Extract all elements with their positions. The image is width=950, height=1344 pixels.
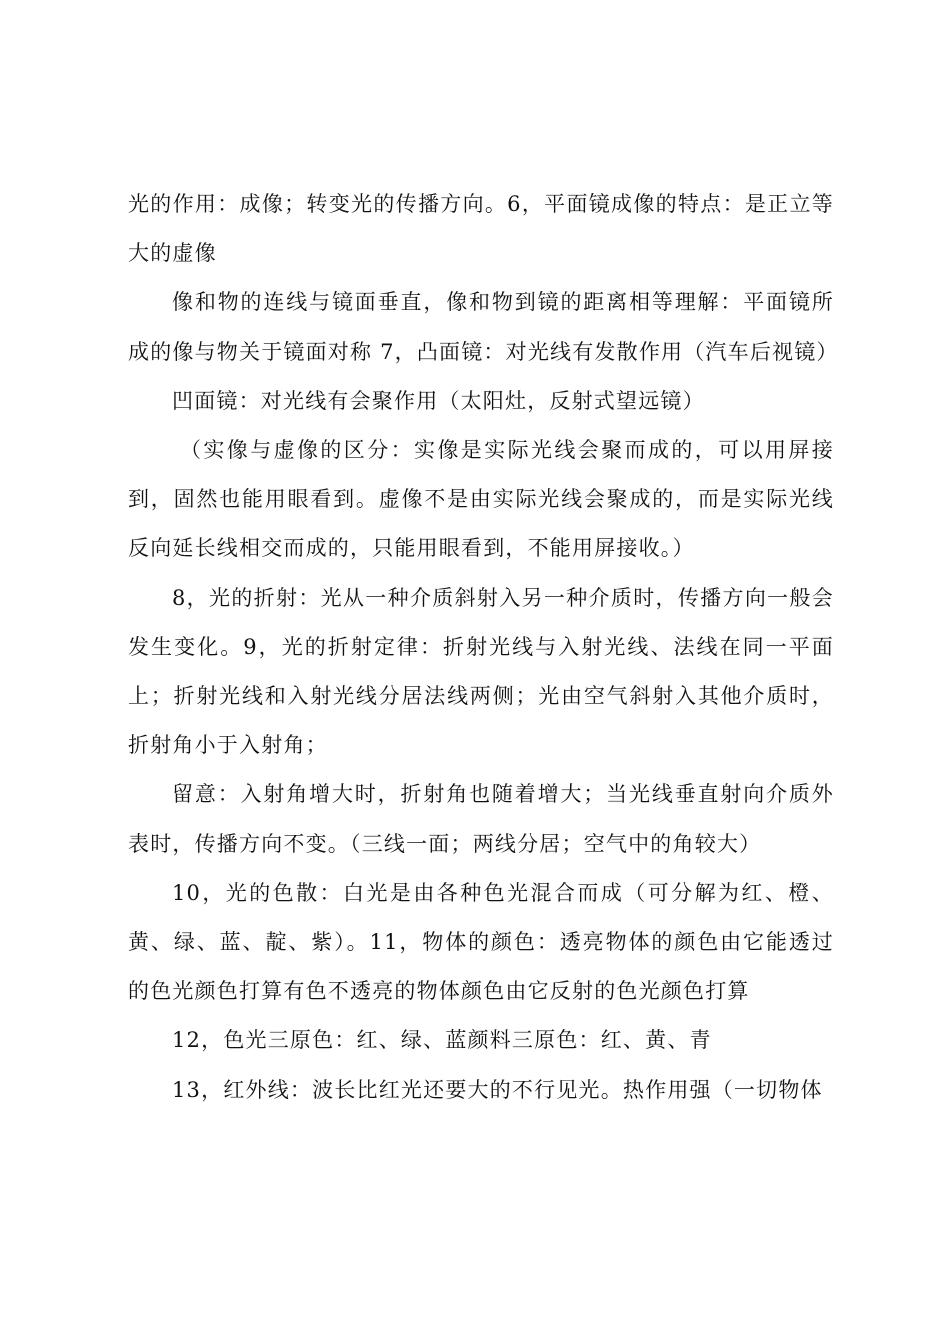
paragraph-plane-mirror: 光的作用：成像；转变光的传播方向。6，平面镜成像的特点：是正立等大的虚像	[128, 192, 834, 266]
paragraph-primary-colors: 12，色光三原色：红、绿、蓝颜料三原色：红、黄、青	[172, 1028, 712, 1053]
document-body	[128, 180, 839, 1115]
paragraph-refraction-note: 留意：入射角增大时，折射角也随着增大；当光线垂直射向介质外表时，传播方向不变。（三线一面；两线分居；空气中的角较大）	[128, 782, 834, 856]
paragraph-concave-mirror: 凹面镜：对光线有会聚作用（太阳灶，反射式望远镜）	[172, 388, 705, 413]
paragraph-convex-mirror: 像和物的连线与镜面垂直，像和物到镜的距离相等理解：平面镜所成的像与物关于镜面对称 7，凸面镜：对光线有发散作用（汽车后视镜）	[128, 290, 839, 364]
paragraph-dispersion: 10，光的色散：白光是由各种色光混合而成（可分解为红、橙、黄、绿、蓝、靛、紫）。11，物体的颜色：透亮物体的颜色由它能透过的色光颜色打算有色不透亮的物体颜色由它反射的色光颜色打算	[128, 880, 834, 1004]
paragraph-real-virtual-image: （实像与虚像的区分：实像是实际光线会聚而成的，可以用屏接到，固然也能用眼看到。虚像不是由实际光线会聚成的，而是实际光线反向延长线相交而成的，只能用眼看到，不能用屏接收。）	[128, 438, 834, 561]
paragraph-infrared: 13，红外线：波长比红光还要大的不行见光。热作用强（一切物体	[172, 1077, 823, 1102]
paragraph-refraction: 8，光的折射：光从一种介质斜射入另一种介质时，传播方向一般会发生变化。9，光的折射定律：折射光线与入射光线、法线在同一平面上；折射光线和入射光线分居法线两侧；光由空气斜射入其他介质时，折射角小于入射角；	[128, 585, 834, 758]
